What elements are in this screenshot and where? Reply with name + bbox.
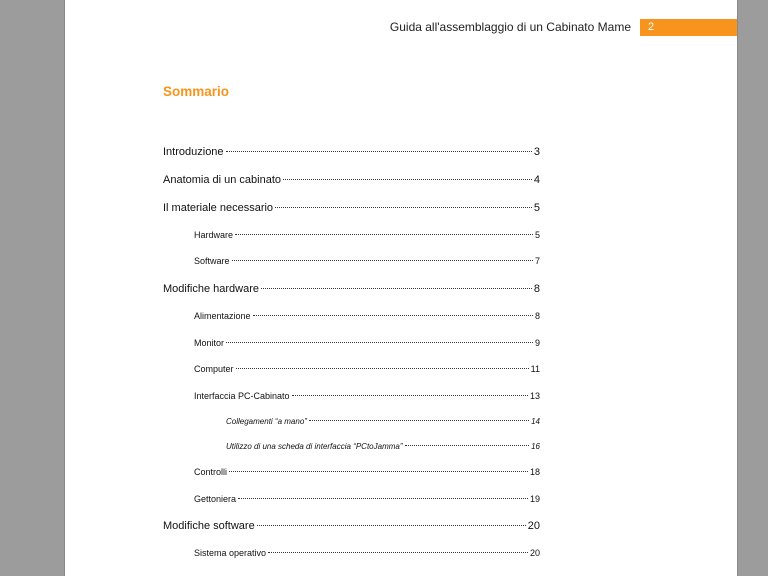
toc-entry-page: 20	[527, 520, 540, 532]
toc-entry-label: Hardware	[194, 230, 234, 240]
toc-entry-label: Utilizzo di una scheda di interfaccia “PCtoJamma”	[226, 442, 403, 451]
dot-leader	[283, 179, 532, 180]
toc-entry[interactable]	[194, 494, 540, 504]
toc-entry-label: Computer	[194, 364, 234, 374]
dot-leader	[292, 395, 528, 396]
dot-leader	[405, 445, 530, 446]
toc-entry-label: Introduzione	[163, 146, 224, 158]
toc-entry[interactable]	[163, 146, 540, 158]
toc-entry[interactable]	[163, 283, 540, 295]
toc-entry-label: Gettoniera	[194, 494, 237, 504]
toc-entry-label: Software	[194, 256, 230, 266]
dot-leader	[226, 151, 532, 152]
toc-entry-page: 3	[533, 146, 540, 158]
dot-leader	[309, 420, 529, 421]
toc-entry-page: 11	[530, 364, 540, 374]
toc-entry-page: 9	[534, 338, 540, 348]
toc-entry[interactable]	[194, 548, 540, 558]
toc-entry-page: 19	[529, 494, 540, 504]
toc-entry-page: 8	[534, 311, 540, 321]
dot-leader	[226, 342, 533, 343]
toc-entry[interactable]	[194, 338, 540, 348]
toc-entry-page: 20	[529, 548, 540, 558]
toc-entry[interactable]	[226, 442, 540, 451]
page-number-badge: 2	[640, 19, 737, 36]
toc-entry-label: Modifiche hardware	[163, 283, 259, 295]
toc-entry-page: 5	[534, 230, 540, 240]
header-title: Guida all'assemblaggio di un Cabinato Mame	[389, 20, 631, 34]
toc-entry[interactable]	[194, 230, 540, 240]
toc-entry-page: 4	[533, 174, 540, 186]
toc-entry-label: Controlli	[194, 467, 228, 477]
toc-entry-label: Interfaccia PC-Cabinato	[194, 391, 290, 401]
page-header	[65, 19, 737, 37]
document-page	[65, 0, 737, 576]
toc-entry[interactable]	[194, 256, 540, 266]
toc-title: Sommario	[163, 84, 230, 99]
toc-entry[interactable]	[194, 467, 540, 477]
toc-entry-label: Monitor	[194, 338, 225, 348]
dot-leader	[232, 260, 533, 261]
toc-entry[interactable]	[194, 364, 540, 374]
toc-entry-page: 5	[533, 202, 540, 214]
toc-entry[interactable]	[194, 391, 540, 401]
toc-entry-label: Anatomia di un cabinato	[163, 174, 282, 186]
toc-entry-page: 8	[533, 283, 540, 295]
toc-entry[interactable]	[226, 417, 540, 426]
dot-leader	[235, 234, 533, 235]
toc-entry-page: 18	[529, 467, 540, 477]
toc-entry-label: Collegamenti “a mano”	[226, 417, 307, 426]
toc-entry[interactable]	[163, 202, 540, 214]
dot-leader	[236, 368, 529, 369]
dot-leader	[229, 471, 528, 472]
dot-leader	[257, 525, 526, 526]
toc-entry[interactable]	[163, 174, 540, 186]
dot-leader	[253, 315, 533, 316]
dot-leader	[238, 498, 528, 499]
toc-entry[interactable]	[163, 520, 540, 532]
toc-entry-label: Alimentazione	[194, 311, 251, 321]
dot-leader	[261, 288, 532, 289]
toc-entry-label: Modifiche software	[163, 520, 255, 532]
toc-entry-label: Il materiale necessario	[163, 202, 274, 214]
toc-entry[interactable]	[194, 311, 540, 321]
dot-leader	[275, 207, 532, 208]
toc-entry-label: Sistema operativo	[194, 548, 267, 558]
toc-entry-page: 14	[531, 417, 540, 426]
toc-entry-page: 16	[531, 442, 540, 451]
toc-entry-page: 13	[529, 391, 540, 401]
toc-entry-page: 7	[534, 256, 540, 266]
dot-leader	[268, 552, 528, 553]
